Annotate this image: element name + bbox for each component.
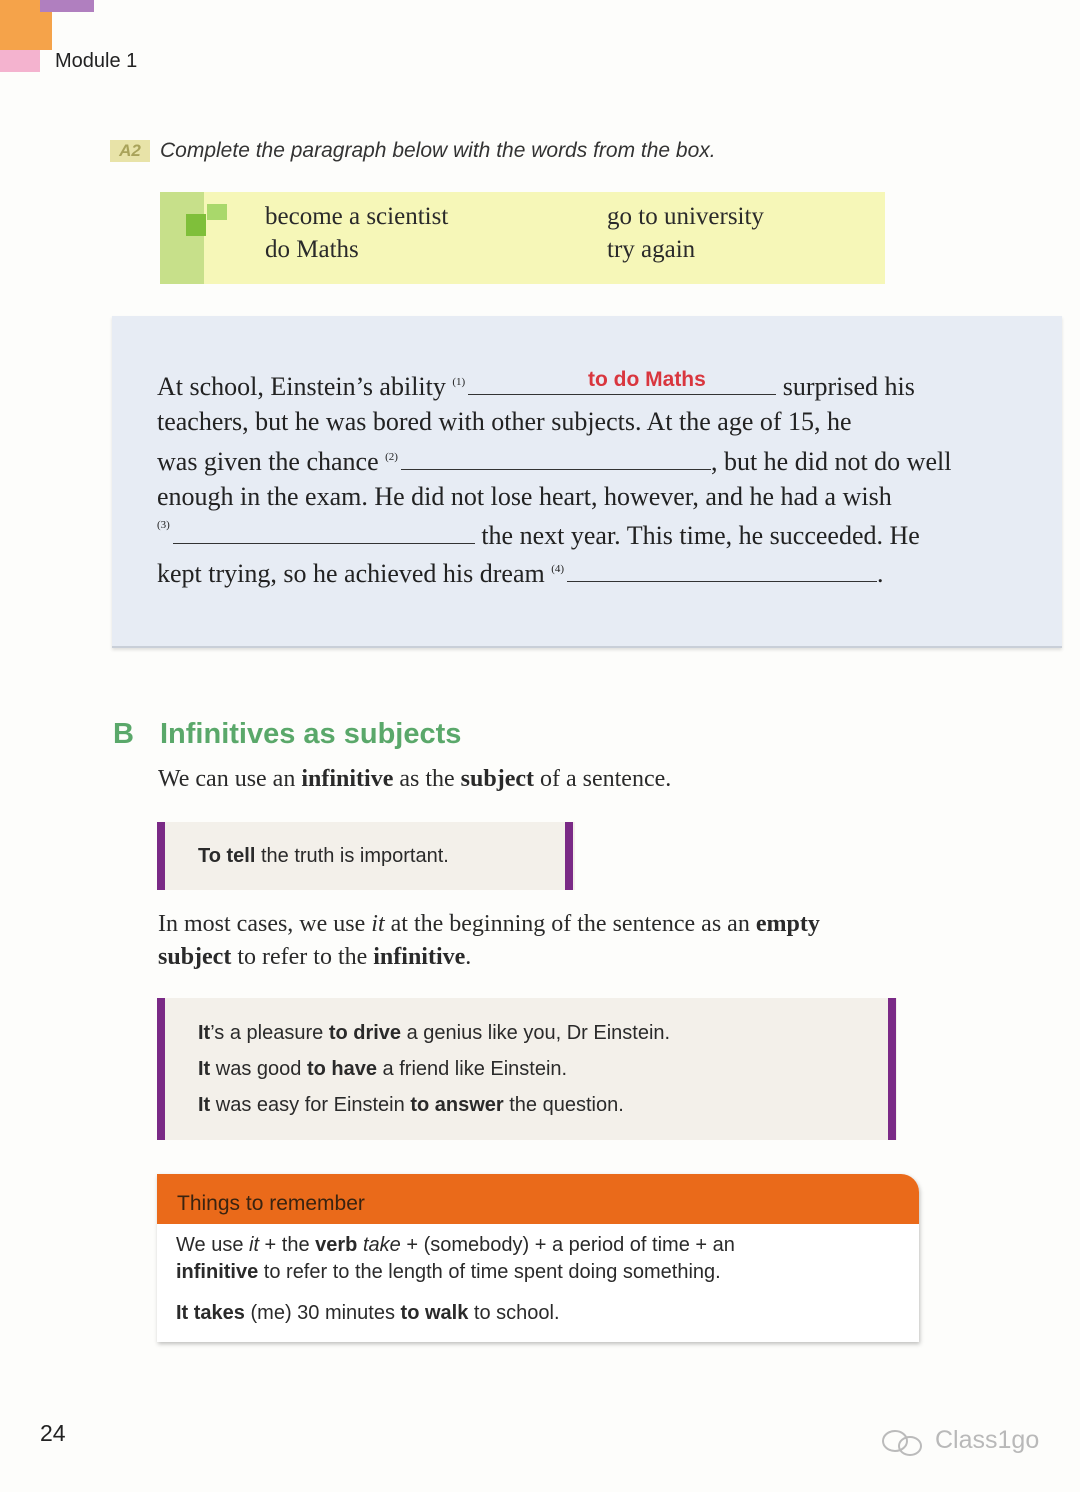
chat-bubble-icon [880, 1428, 926, 1458]
watermark-text: Class1go [935, 1426, 1040, 1454]
blank-number: (2) [385, 451, 398, 464]
rule-line: We use it + the verb take + (somebody) + a period of time + an [176, 1234, 735, 1256]
word-option: try again [607, 236, 696, 263]
paragraph-line: was given the chance $^{(2)}$ , but he did not do well [157, 447, 952, 476]
section-letter: B [113, 718, 134, 750]
page-number: 24 [40, 1420, 66, 1446]
blank-number: (4) [551, 563, 565, 576]
word-option: become a scientist [265, 203, 449, 230]
blank-number: (1) [452, 376, 466, 389]
answer-blank[interactable] [173, 519, 475, 544]
word-option: go to university [607, 203, 764, 230]
blank-number: (3) [157, 519, 170, 531]
word-option: do Maths [265, 236, 359, 263]
module-label: Module 1 [55, 50, 138, 72]
example-box-left-bar [157, 822, 165, 890]
word-box-stripe [160, 192, 204, 284]
example-box-right-bar [565, 822, 573, 890]
word-box-square-icon [207, 204, 227, 220]
section-title: Infinitives as subjects [160, 718, 462, 750]
example-sentence: To tell the truth is important. [198, 845, 449, 867]
corner-decoration-pink [0, 50, 40, 72]
word-box-square-icon [186, 214, 206, 236]
things-to-remember-title: Things to remember [177, 1192, 365, 1215]
example-sentence: It was easy for Einstein to answer the question. [198, 1094, 624, 1116]
paragraph-line: $^{(3)}$ the next year. This time, he succeeded. He [157, 519, 920, 550]
rule-example: It takes (me) 30 minutes to walk to school. [176, 1302, 560, 1324]
paragraph-line: teachers, but he was bored with other subjects. At the age of 15, he [157, 407, 852, 436]
explanation-line: In most cases, we use it at the beginning of the sentence as an empty [158, 911, 820, 937]
examples-box-right-bar [888, 998, 896, 1140]
explanation-line: subject to refer to the infinitive. [158, 944, 472, 970]
paragraph-line: enough in the exam. He did not lose heart, however, and he had a wish [157, 482, 892, 511]
example-sentence: It was good to have a friend like Einstein. [198, 1058, 568, 1080]
paragraph-line: At school, Einstein’s ability $^{(1)}$ surprised his [157, 372, 915, 401]
paragraph-line: kept trying, so he achieved his dream $^{(4)}$ . [157, 559, 884, 588]
rule-line: infinitive to refer to the length of time spent doing something. [176, 1261, 721, 1283]
section-intro: We can use an infinitive as the subject of a sentence. [158, 766, 672, 792]
examples-box-left-bar [157, 998, 165, 1140]
example-sentence: It’s a pleasure to drive a genius like you, Dr Einstein. [198, 1022, 671, 1044]
handwritten-answer: to do Maths [588, 368, 706, 391]
exercise-badge: A2 [110, 140, 150, 162]
answer-blank[interactable] [401, 445, 711, 470]
exercise-instruction: Complete the paragraph below with the words from the box. [160, 139, 716, 162]
answer-blank[interactable] [567, 557, 877, 582]
corner-decoration-purple [40, 0, 94, 12]
